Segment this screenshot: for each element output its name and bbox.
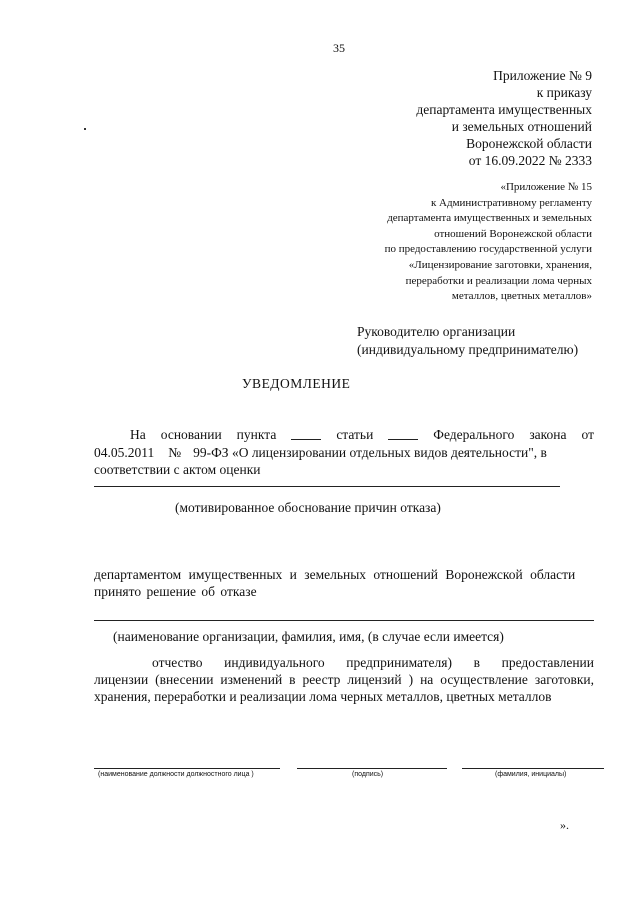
regulation-appendix [385, 180, 592, 305]
appendix-header [416, 67, 592, 169]
regulation-line: отношений Воронежской области [434, 227, 592, 240]
regulation-line: металлов, цветных металлов» [451, 290, 592, 303]
word: пункта [236, 427, 277, 442]
word: от [581, 427, 594, 442]
reason-line [94, 486, 560, 487]
speck-mark [84, 128, 86, 130]
appendix-line: Приложение № 9 [493, 68, 592, 83]
number-sign: № [168, 445, 182, 460]
appendix-line: от 16.09.2022 № 2333 [468, 153, 592, 168]
addressee-line: Руководителю организации [357, 324, 516, 339]
law-date: 04.05.2011 [94, 445, 155, 460]
decision-text: департаментом имущественных и земельных отношений Воронежской области [94, 567, 576, 582]
paragraph-line: принято решение об отказе [94, 584, 257, 599]
organization-caption: (наименование организации, фамилия, имя, (в случае если имеется) [113, 629, 504, 644]
regulation-line: к Административному регламенту [430, 196, 592, 209]
name-caption: (фамилия, инициалы) [495, 771, 567, 778]
paragraph-line [94, 567, 594, 583]
name-line [462, 768, 604, 769]
word: На [130, 427, 146, 442]
paragraph-line: отчество индивидуального предпринимателя) в предоставлении [152, 655, 594, 670]
closing-quote: ». [560, 818, 569, 832]
document-title: УВЕДОМЛЕНИЕ [242, 376, 351, 391]
position-caption: (наименование должности должностного лица ) [98, 771, 254, 778]
regulation-line: по предоставлению государственной услуги [384, 243, 592, 256]
page-number: 35 [333, 41, 345, 55]
reason-caption: (мотивированное обоснование причин отказа) [175, 500, 441, 515]
regulation-line: переработки и реализации лома черных [405, 274, 592, 287]
regulation-line: «Лицензирование заготовки, хранения, [408, 258, 592, 271]
paragraph-line: соответствии с актом оценки [94, 462, 261, 477]
law-title: 99-ФЗ «О лицензировании отдельных видов деятельности", в [193, 445, 547, 460]
article-blank [388, 427, 418, 440]
word: Федерального [433, 427, 515, 442]
paragraph-line: хранения, переработки и реализации лома черных металлов, цветных металлов [94, 689, 552, 704]
addressee-line: (индивидуальному предпринимателю) [357, 342, 579, 357]
point-blank [291, 427, 321, 440]
appendix-line: к приказу [536, 85, 592, 100]
paragraph-line: лицензии (внесении изменений в реестр лицензий ) на осуществление заготовки, [94, 672, 594, 687]
paragraph-line [94, 445, 594, 461]
position-line [94, 768, 280, 769]
word: статьи [336, 427, 374, 442]
signature-line [297, 768, 447, 769]
organization-line [94, 620, 594, 621]
appendix-line: Воронежской области [466, 136, 592, 151]
regulation-line: «Приложение № 15 [500, 181, 592, 193]
appendix-line: департамента имущественных [416, 102, 592, 117]
appendix-line: и земельных отношений [451, 119, 592, 134]
regulation-line: департамента имущественных и земельных [387, 212, 592, 225]
word: основании [160, 427, 222, 442]
word: закона [529, 427, 567, 442]
paragraph-line [130, 427, 594, 443]
signature-caption: (подпись) [352, 771, 384, 778]
addressee [357, 323, 578, 359]
